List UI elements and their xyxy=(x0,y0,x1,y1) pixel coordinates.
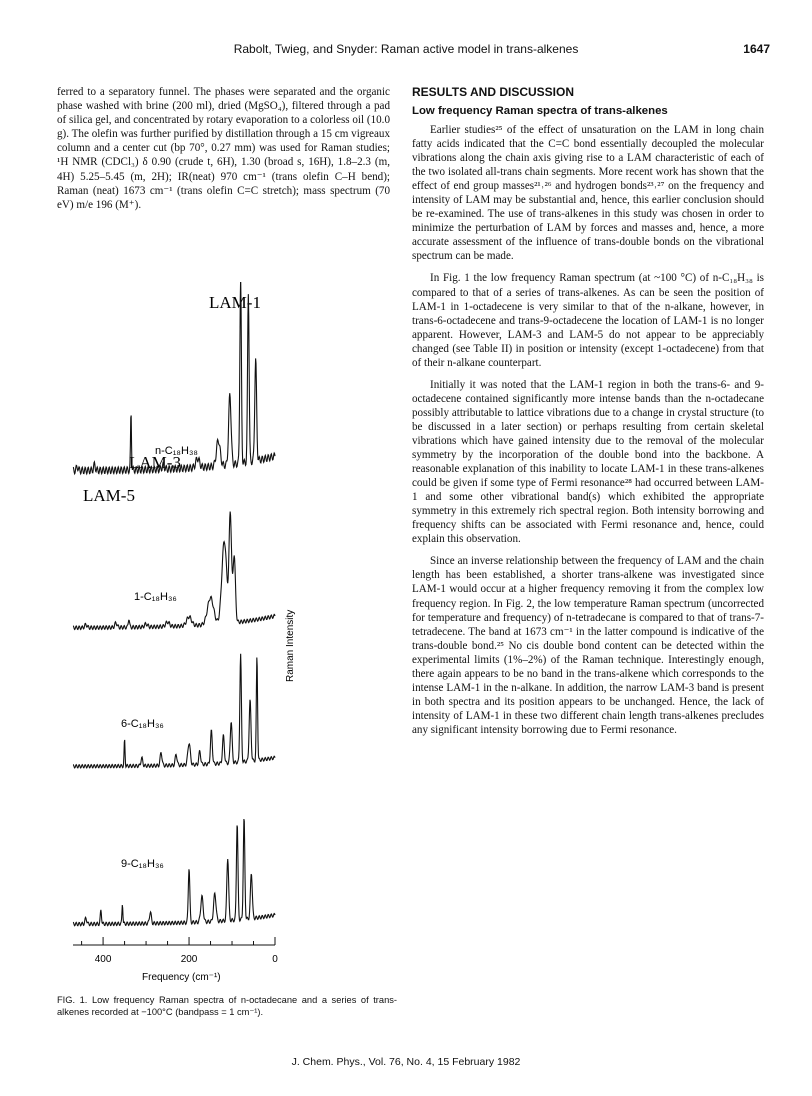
spectrum-line-3 xyxy=(73,654,275,768)
paragraph-1: Earlier studies²⁵ of the effect of unsaturation on the LAM in long chain fatty acids indicated that the C=C bond essentially decoupled the molecular vibrations along the chain axis giving rise to a LAM characteristic of each of the two isolated all-trans chain segments. More recent work has shown that the effect of end group masses²¹˒²⁶ and hydrogen bonds²³˒²⁷ on the frequency and intensity of LAM may be substantial and, hence, this earlier conclusion should be re-examined. The use of trans-alkenes in this study was chosen in order to minimize the perturbation of LAM by forces and masses and, hence, a more accurate assessment of the influence of trans-double bonds on the vibrational spectrum can be made. xyxy=(412,124,764,263)
paragraph-3: Initially it was noted that the LAM-1 region in both the trans-6- and 9-octadecene contained significantly more intense bands than the n-octadecane possibly attributable to lattice vibrations due to a change in crystal structure (to be discussed in a later section) or perhaps resulting from certain skeletal vibrations which have gained intensity due to the removal of the molecular symmetry by the incorporation of the double bond into the backbone. A reasonable explanation of this inability to locate LAM-1 in these trans-alkenes could be given if some type of Fermi resonance²⁸ had occurred between LAM-1 and some other vibrational band(s) which exhibited the appropriate symmetry in this extremely rich spectral region. Both intensity borrowing and frequency shifts can be associated with Fermi resonance and, hence, could explain this observation. xyxy=(412,378,764,546)
raman-spectra-plot xyxy=(57,282,390,992)
paragraph-2: In Fig. 1 the low frequency Raman spectrum (at ~100 °C) of n-C₁₈H₃₈ is compared to that of a series of trans-alkenes. As can be seen the position of LAM-1 in 1-octadecene is very similar to that of the n-alkane, however, in trans-6-octadecene and trans-9-octadecene the location of LAM-1 is no longer apparent. However, LAM-3 and LAM-5 do not appear to be appreciably changed (see Table II) in position or intensity (except 1-octadecene) from that of their n-alkane counterpart. xyxy=(412,272,764,369)
lam1-label: LAM-1 xyxy=(209,293,261,312)
left-paragraph: ferred to a separatory funnel. The phases were separated and the organic phase washed with brine (200 ml), dried (MgSO₄), filtered through a pad of silica gel, and concentrated by rotary evaporation to a colorless oil (10.0 g). The olefin was further purified by distillation through a 15 cm vigreaux column and a center cut (bp 70°, 0.27 mm) was used for Raman studies; ¹H NMR (CDCl₃) δ 0.90 (crude t, 6H), 1.30 (broad s, 16H), 1.8–2.3 (m, 4H) 5.25–5.45 (m, 2H); IR(neat) 970 cm⁻¹ (trans olefin C–H bend); Raman (neat) 1673 cm⁻¹ (trans olefin C=C stretch); mass spectrum (70 eV) m/e 196 (M⁺). xyxy=(57,86,390,211)
x-tick-label-200: 200 xyxy=(180,954,198,965)
x-tick-label-400: 400 xyxy=(94,954,112,965)
spectrum-label-9-octadecene: 9-C₁₈H₃₆ xyxy=(121,858,164,870)
paragraph-4: Since an inverse relationship between the frequency of LAM and the chain length has been established, a shorter trans-alkene was investigated since LAM-1 would occur at a higher frequency removing it from the complex low frequency region. In Fig. 2, the low temperature Raman spectrum (uncorrected for temperature and frequency) of n-tetradecane is compared to that of trans-7-tetradecene. The band at 1673 cm⁻¹ in the latter compound is indicative of the trans-double bond.²⁵ No cis double bond content can be detected within the experimental limits (1%–2%) of the Raman technique. Interestingly enough, there again appears to be no band in the trans-alkene which corresponds to the intense LAM-1 in the n-alkane. In addition, the narrow LAM-3 band is present in both spectra and its position appears to be unchanged. Hence, the lack of intensity of LAM-1 in these two different chain length trans-alkenes precludes any significant intensity borrowing due to Fermi resonance. xyxy=(412,555,764,736)
figure-1 xyxy=(57,282,390,992)
x-axis-label: Frequency (cm⁻¹) xyxy=(142,972,221,983)
spectrum-label-1-octadecene: 1-C₁₈H₃₆ xyxy=(134,591,177,603)
page-footer: J. Chem. Phys., Vol. 76, No. 4, 15 February 1982 xyxy=(291,1056,521,1068)
y-axis-label: Raman Intensity xyxy=(285,609,296,682)
spectrum-line-4 xyxy=(73,819,275,926)
right-column xyxy=(412,85,764,737)
x-axis-ticks xyxy=(82,937,275,945)
spectrum-label-6-octadecene: 6-C₁₈H₃₆ xyxy=(121,718,164,730)
figure-caption: FIG. 1. Low frequency Raman spectra of n-octadecane and a series of trans-alkenes recorded at −100°C (bandpass = 1 cm⁻¹). xyxy=(57,995,397,1017)
running-head: Rabolt, Twieg, and Snyder: Raman active model in trans-alkenes xyxy=(233,42,579,56)
section-title: RESULTS AND DISCUSSION xyxy=(412,85,575,99)
lam3-label: LAM-3 xyxy=(129,453,181,472)
spectrum-label-n-octadecane: n-C₁₈H₃₈ xyxy=(155,445,198,457)
subsection-title: Low frequency Raman spectra of trans-alkenes xyxy=(412,105,668,117)
page-number: 1647 xyxy=(743,42,770,56)
x-tick-label-0: 0 xyxy=(272,954,278,965)
left-column xyxy=(57,85,390,212)
x-axis-tick-labels xyxy=(95,954,278,965)
lam5-label: LAM-5 xyxy=(83,486,135,505)
page-header xyxy=(0,42,812,62)
spectra-lines xyxy=(73,282,275,926)
spectrum-line-2 xyxy=(73,512,275,630)
